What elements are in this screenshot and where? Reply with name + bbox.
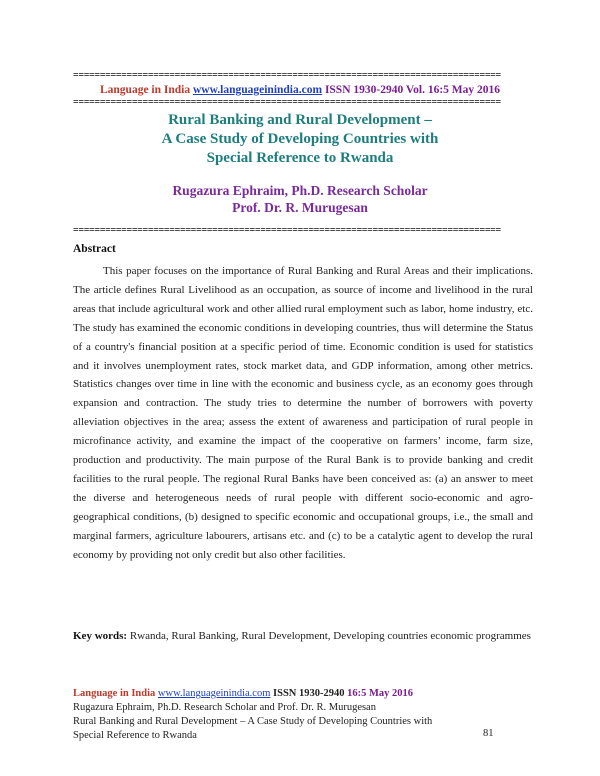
paper-title-line-1: Rural Banking and Rural Development – (168, 112, 432, 128)
header-rule-bottom: ================================================================================ (73, 98, 501, 108)
footer-journal-line (73, 687, 533, 701)
journal-issn: ISSN 1930-2940 Vol. 16:5 May 2016 (324, 84, 501, 96)
footer-date: 16:5 May 2016 (347, 688, 414, 699)
footer-journal-name: Language in India (73, 688, 156, 699)
journal-url-link[interactable]: www.languageinindia.com (192, 84, 323, 96)
journal-header (0, 84, 600, 96)
page-number: 81 (483, 728, 494, 739)
footer-url-link[interactable]: www.languageinindia.com (157, 688, 271, 699)
keywords-label: Key words: (73, 630, 128, 642)
footer-title-line-2: Special Reference to Rwanda (73, 730, 197, 741)
paper-title-line-2: A Case Study of Developing Countries with (161, 131, 439, 147)
author-line-2: Prof. Dr. R. Murugesan (232, 200, 368, 215)
author-line-1: Rugazura Ephraim, Ph.D. Research Scholar (172, 183, 428, 198)
footer-title-line-1: Rural Banking and Rural Development – A Case Study of Developing Countries with (73, 716, 433, 727)
footer-issn: ISSN 1930-2940 (273, 688, 345, 699)
header-rule-top: ================================================================================ (73, 71, 501, 81)
footer-authors: Rugazura Ephraim, Ph.D. Research Scholar and Prof. Dr. R. Murugesan (73, 702, 376, 713)
keywords-text: Rwanda, Rural Banking, Rural Development, Developing countries economic programmes (127, 630, 531, 642)
journal-name: Language in India (99, 84, 191, 96)
paper-title-line-3: Special Reference to Rwanda (206, 150, 394, 166)
abstract-body: This paper focuses on the importance of Rural Banking and Rural Areas and their implications. The article defines Rural Livelihood as an occupation, as source of income and livelihood in the rural areas that include agricultural work and other allied rural employment such as labor, home industry, etc. The study has examined the economic conditions in developing countries, thus will determine the Status of a country's financial position at a specific period of time. Economic condition is used for statistics and it involves unemployment rates, stock market data, and GDP information, among other metrics. Statistics changes over time in line with the economic and business cycle, as an economy goes through expansion and contraction. The study tries to determine the number of borrowers with poverty alleviation objectives in the area; assess the extent of awareness and participation of rural people in microfinance activity, and examine the impact of the cooperative on farmers’ income, farm size, production and productivity. The main purpose of the Rural Bank is to provide banking and credit facilities to the rural people. The regional Rural Banks have been conceived as: (a) an answer to meet the diverse and heterogeneous needs of rural people with different socio-economic and agro- geographical conditions, (b) designed to specific economic and occupational groups, i.e., the small and marginal farmers, agriculture labourers, artisans etc. and (c) to be a catalytic agent to develop the rural economy by providing not only credit but also other facilities. (73, 265, 533, 561)
keywords (73, 627, 543, 646)
abstract-heading: Abstract (73, 243, 116, 255)
section-rule: ================================================================================ (73, 226, 501, 236)
